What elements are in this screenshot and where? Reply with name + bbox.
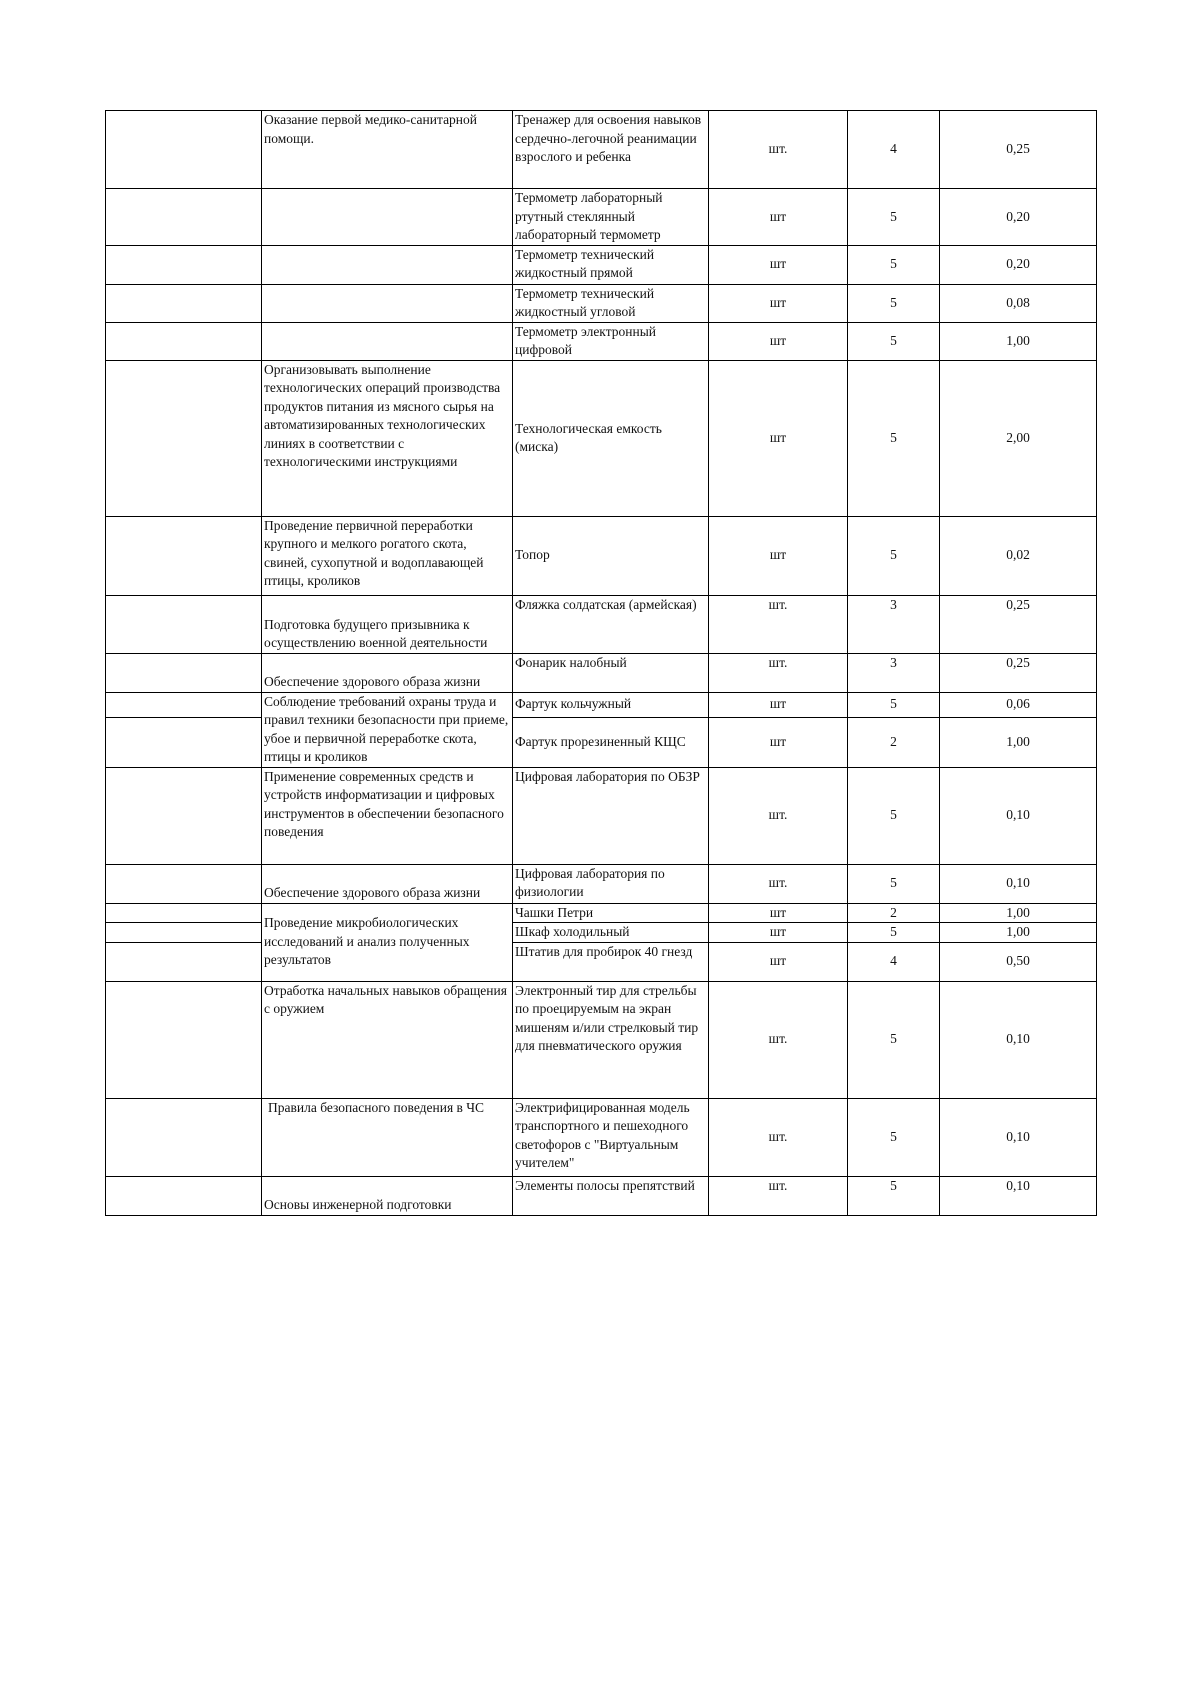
value-cell: 0,25 — [940, 595, 1097, 653]
competence-cell: Подготовка будущего призывника к осуществлению военной деятельности — [262, 595, 513, 653]
item-name-cell: Технологическая емкость (миска) — [513, 360, 709, 516]
table-row — [106, 942, 1097, 981]
item-name-cell: Термометр технический жидкостный прямой — [513, 245, 709, 284]
quantity-cell: 5 — [848, 981, 940, 1098]
quantity-cell: 2 — [848, 717, 940, 767]
empty-cell — [106, 923, 262, 943]
unit-cell: шт — [709, 245, 848, 284]
quantity-cell: 5 — [848, 360, 940, 516]
competence-cell: Организовывать выполнение технологических операций производства продуктов питания из мясного сырья на автоматизированных технологических линиях в соответствии с технологическими инструкциями — [262, 360, 513, 516]
competence-cell: Проведение микробиологических исследований и анализ полученных результатов — [262, 903, 513, 981]
unit-cell: шт. — [709, 1098, 848, 1176]
item-name-cell: Термометр электронный цифровой — [513, 322, 709, 360]
quantity-cell: 5 — [848, 322, 940, 360]
unit-cell: шт. — [709, 653, 848, 692]
empty-cell — [106, 981, 262, 1098]
value-cell: 0,20 — [940, 245, 1097, 284]
table-row — [106, 864, 1097, 903]
item-name-cell: Фонарик налобный — [513, 653, 709, 692]
unit-cell: шт — [709, 284, 848, 322]
table-row — [106, 284, 1097, 322]
quantity-cell: 5 — [848, 864, 940, 903]
quantity-cell: 5 — [848, 692, 940, 717]
unit-cell: шт — [709, 189, 848, 246]
equipment-table — [105, 110, 1097, 1216]
item-name-cell: Электрифицированная модель транспортного и пешеходного светофоров с "Виртуальным учителем" — [513, 1098, 709, 1176]
competence-cell: Правила безопасного поведения в ЧС — [262, 1098, 513, 1176]
empty-cell — [106, 245, 262, 284]
quantity-cell: 2 — [848, 903, 940, 923]
competence-cell — [262, 245, 513, 284]
competence-cell: Отработка начальных навыков обращения с оружием — [262, 981, 513, 1098]
value-cell: 1,00 — [940, 717, 1097, 767]
competence-cell: Оказание первой медико-санитарной помощи. — [262, 111, 513, 189]
item-name-cell: Шкаф холодильный — [513, 923, 709, 943]
quantity-cell: 5 — [848, 189, 940, 246]
quantity-cell: 5 — [848, 923, 940, 943]
value-cell: 0,50 — [940, 942, 1097, 981]
unit-cell: шт. — [709, 767, 848, 864]
item-name-cell: Топор — [513, 516, 709, 595]
empty-cell — [106, 942, 262, 981]
value-cell: 0,10 — [940, 1176, 1097, 1215]
table-row — [106, 360, 1097, 516]
item-name-cell: Фартук прорезиненный КЩС — [513, 717, 709, 767]
item-name-cell: Термометр технический жидкостный угловой — [513, 284, 709, 322]
empty-cell — [106, 189, 262, 246]
empty-cell — [106, 595, 262, 653]
unit-cell: шт — [709, 692, 848, 717]
competence-cell: Применение современных средств и устройств информатизации и цифровых инструментов в обеспечении безопасного поведения — [262, 767, 513, 864]
quantity-cell: 5 — [848, 516, 940, 595]
competence-cell: Соблюдение требований охраны труда и правил техники безопасности при приеме, убое и первичной переработке скота, птицы и кроликов — [262, 692, 513, 767]
unit-cell: шт — [709, 923, 848, 943]
competence-cell — [262, 322, 513, 360]
table-row — [106, 653, 1097, 692]
competence-cell: Обеспечение здорового образа жизни — [262, 864, 513, 903]
unit-cell: шт — [709, 360, 848, 516]
value-cell: 0,25 — [940, 111, 1097, 189]
value-cell: 0,10 — [940, 767, 1097, 864]
table-row — [106, 981, 1097, 1098]
quantity-cell: 5 — [848, 1176, 940, 1215]
table-row — [106, 111, 1097, 189]
value-cell: 0,10 — [940, 1098, 1097, 1176]
empty-cell — [106, 864, 262, 903]
empty-cell — [106, 1176, 262, 1215]
item-name-cell: Фляжка солдатская (армейская) — [513, 595, 709, 653]
item-name-cell: Элементы полосы препятствий — [513, 1176, 709, 1215]
unit-cell: шт — [709, 322, 848, 360]
value-cell: 0,08 — [940, 284, 1097, 322]
item-name-cell: Фартук кольчужный — [513, 692, 709, 717]
value-cell: 1,00 — [940, 903, 1097, 923]
item-name-cell: Чашки Петри — [513, 903, 709, 923]
quantity-cell: 5 — [848, 284, 940, 322]
unit-cell: шт — [709, 516, 848, 595]
unit-cell: шт. — [709, 1176, 848, 1215]
item-name-cell: Электронный тир для стрельбы по проецируемым на экран мишеням и/или стрелковый тир для пневматического оружия — [513, 981, 709, 1098]
item-name-cell: Тренажер для освоения навыков сердечно-легочной реанимации взрослого и ребенка — [513, 111, 709, 189]
competence-cell — [262, 189, 513, 246]
quantity-cell: 5 — [848, 767, 940, 864]
unit-cell: шт — [709, 903, 848, 923]
competence-cell: Проведение первичной переработки крупного и мелкого рогатого скота, свиней, сухопутной и водоплавающей птицы, кроликов — [262, 516, 513, 595]
table-row — [106, 189, 1097, 246]
table-row — [106, 692, 1097, 717]
quantity-cell: 5 — [848, 245, 940, 284]
empty-cell — [106, 903, 262, 923]
quantity-cell: 4 — [848, 111, 940, 189]
empty-cell — [106, 717, 262, 767]
table-row — [106, 1176, 1097, 1215]
empty-cell — [106, 516, 262, 595]
unit-cell: шт. — [709, 111, 848, 189]
empty-cell — [106, 692, 262, 717]
unit-cell: шт — [709, 942, 848, 981]
table-row — [106, 595, 1097, 653]
item-name-cell: Цифровая лаборатория по ОБЗР — [513, 767, 709, 864]
quantity-cell: 3 — [848, 595, 940, 653]
unit-cell: шт. — [709, 595, 848, 653]
value-cell: 0,10 — [940, 864, 1097, 903]
item-name-cell: Термометр лабораторный ртутный стеклянный лабораторный термометр — [513, 189, 709, 246]
value-cell: 0,06 — [940, 692, 1097, 717]
table-row — [106, 516, 1097, 595]
table-row — [106, 767, 1097, 864]
value-cell: 0,25 — [940, 653, 1097, 692]
empty-cell — [106, 360, 262, 516]
item-name-cell: Штатив для пробирок 40 гнезд — [513, 942, 709, 981]
table-row — [106, 245, 1097, 284]
value-cell: 1,00 — [940, 923, 1097, 943]
quantity-cell: 3 — [848, 653, 940, 692]
value-cell: 0,20 — [940, 189, 1097, 246]
unit-cell: шт. — [709, 981, 848, 1098]
empty-cell — [106, 653, 262, 692]
table-row — [106, 1098, 1097, 1176]
unit-cell: шт — [709, 717, 848, 767]
item-name-cell: Цифровая лаборатория по физиологии — [513, 864, 709, 903]
unit-cell: шт. — [709, 864, 848, 903]
value-cell: 0,02 — [940, 516, 1097, 595]
empty-cell — [106, 322, 262, 360]
table-row — [106, 322, 1097, 360]
competence-cell: Основы инженерной подготовки — [262, 1176, 513, 1215]
value-cell: 2,00 — [940, 360, 1097, 516]
empty-cell — [106, 284, 262, 322]
competence-cell: Обеспечение здорового образа жизни — [262, 653, 513, 692]
competence-cell — [262, 284, 513, 322]
empty-cell — [106, 767, 262, 864]
table-row — [106, 717, 1097, 767]
table-row — [106, 903, 1097, 923]
empty-cell — [106, 1098, 262, 1176]
quantity-cell: 4 — [848, 942, 940, 981]
table-row — [106, 923, 1097, 943]
quantity-cell: 5 — [848, 1098, 940, 1176]
value-cell: 0,10 — [940, 981, 1097, 1098]
empty-cell — [106, 111, 262, 189]
value-cell: 1,00 — [940, 322, 1097, 360]
